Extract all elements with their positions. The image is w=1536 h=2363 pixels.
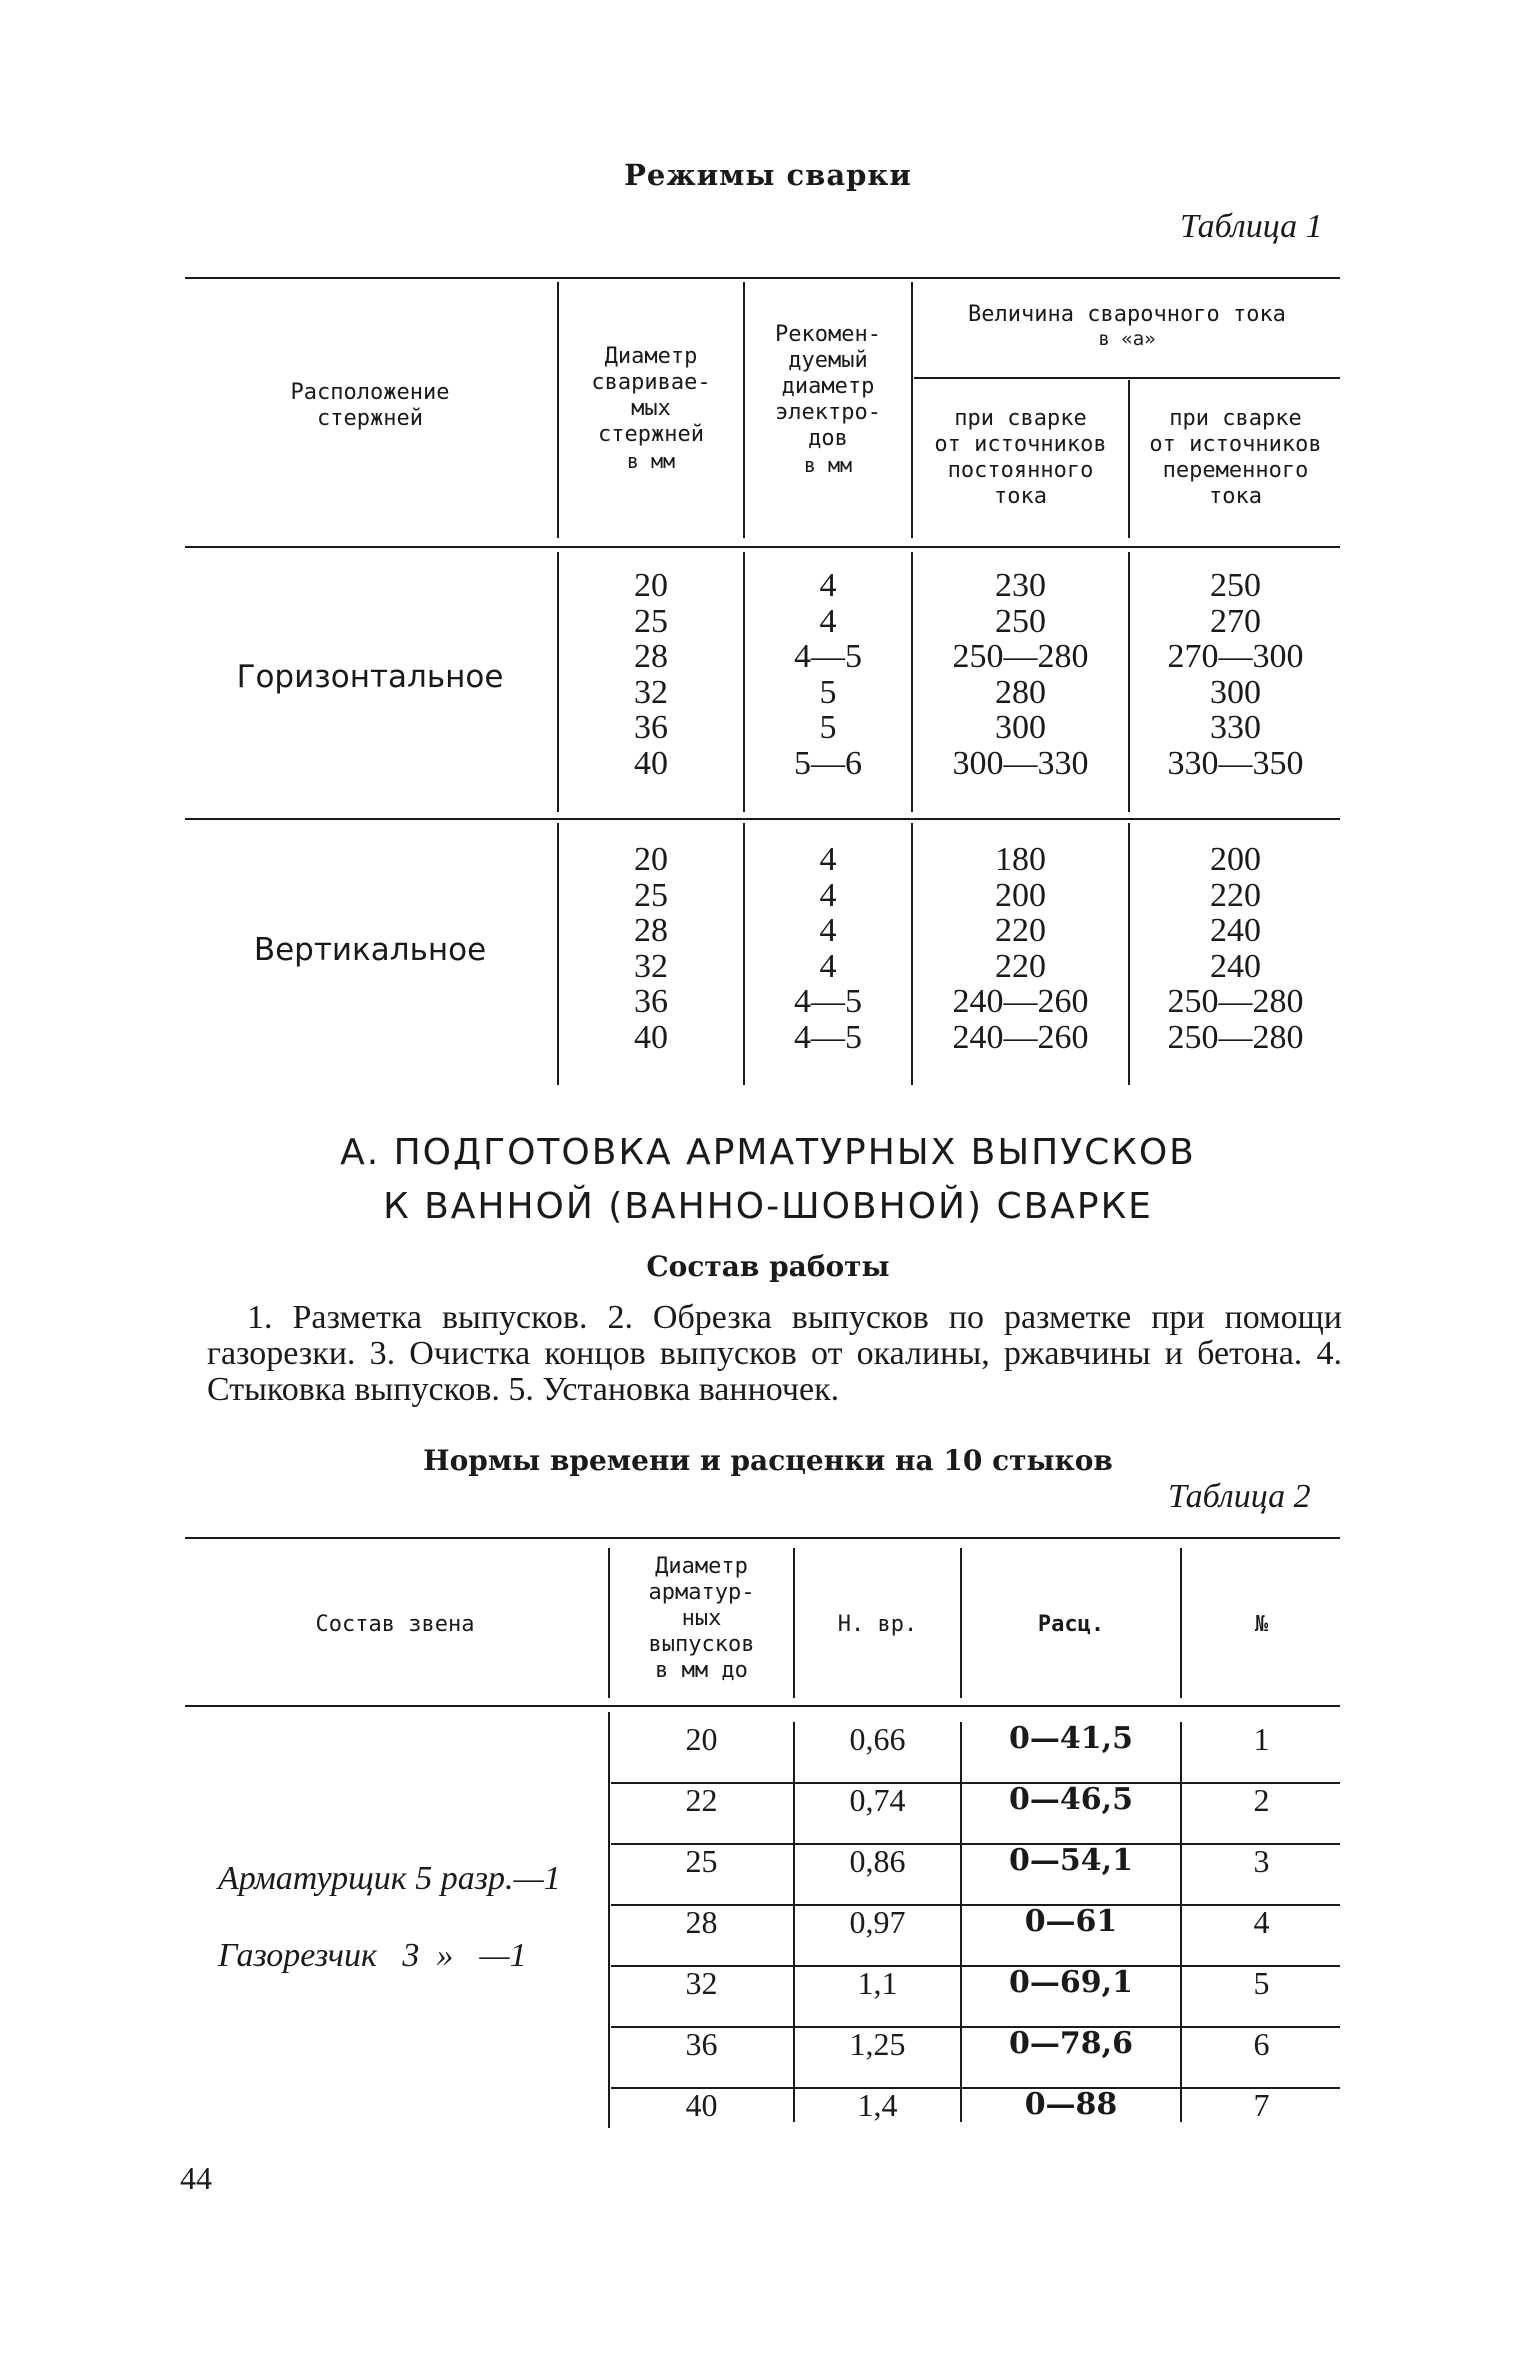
group2-ac: 200 220 240 240 250—280 250—280 [1167,841,1304,1056]
table1-top-rule [185,277,1340,279]
header-dc: при сварке от источников постоянного тока [934,406,1107,509]
table1-current-rule [914,377,1340,379]
t2-header-crew: Состав звена [315,1612,475,1637]
table2-title: Нормы времени и расценки на 10 стыков [423,1444,1113,1477]
table1-header-rule [185,546,1340,548]
header-ac: при сварке от источников переменного тока [1149,406,1322,509]
section-text: 1. Разметка выпусков. 2. Обрезка выпусков по разметке при помощи газорезки. 3. Очистка концов выпусков от окалины, ржавчины и бетона. 4. Стыковка выпусков. 5. Установка ванночек. [207,1299,1342,1408]
table2-header-rule [185,1705,1340,1707]
t2-header-rate: Расц. [1037,1612,1105,1637]
table1-title: Режимы сварки [624,158,912,192]
header-electrode: Рекомен- дуемый диаметр электро- дов в мм [775,322,881,477]
table-row: 40 1,4 0—88 7 [685,2087,1270,2123]
header-diameter: Диаметр сваривае- мых стержней в мм [591,344,711,473]
page-number: 44 [180,2160,212,2196]
group-name-vertical: Вертикальное [253,932,487,968]
t2-header-diameter: Диаметр арматур- ных выпусков в мм до [648,1554,755,1683]
table-row: 20 0,66 0—41,5 1 [685,1721,1270,1757]
worker-1: Арматурщик 5 разр.—1 [218,1860,561,1897]
group1-electrodes: 4 4 4—5 5 5 5—6 [794,567,862,782]
table2-top-rule [185,1537,1340,1539]
table-row: 36 1,25 0—78,6 6 [685,2026,1270,2062]
group1-diameters: 20 25 28 32 36 40 [634,567,668,782]
table-row: 32 1,1 0—69,1 5 [685,1965,1270,2001]
section-subheading: Состав работы [646,1250,890,1283]
header-position: Расположение стержней [290,380,450,431]
section-heading: А. ПОДГОТОВКА АРМАТУРНЫХ ВЫПУСКОВ К ВАННОЙ (ВАННО-ШОВНОЙ) СВАРКЕ [340,1132,1196,1227]
group2-electrodes: 4 4 4 4 4—5 4—5 [794,841,862,1056]
table2-label: Таблица 2 [1168,1478,1311,1515]
group2-dc: 180 200 220 220 240—260 240—260 [952,841,1089,1056]
worker-2: Газорезчик 3 » —1 [218,1937,527,1974]
table-row: 28 0,97 0—61 4 [685,1904,1270,1940]
group2-diameters: 20 25 28 32 36 40 [634,841,668,1056]
table-row: 25 0,86 0—54,1 3 [685,1843,1270,1879]
table1-group-rule [185,818,1340,820]
t2-header-norm: Н. вр. [837,1612,918,1637]
group1-ac: 250 270 270—300 300 330 330—350 [1167,567,1304,782]
table1-label: Таблица 1 [1180,208,1323,245]
header-current-group: Величина сварочного тока в «а» [968,302,1286,350]
table-row: 22 0,74 0—46,5 2 [685,1782,1270,1818]
group-name-horizontal: Горизонтальное [236,659,504,695]
t2-header-num: № [1254,1612,1269,1637]
group1-dc: 230 250 250—280 280 300 300—330 [952,567,1089,782]
